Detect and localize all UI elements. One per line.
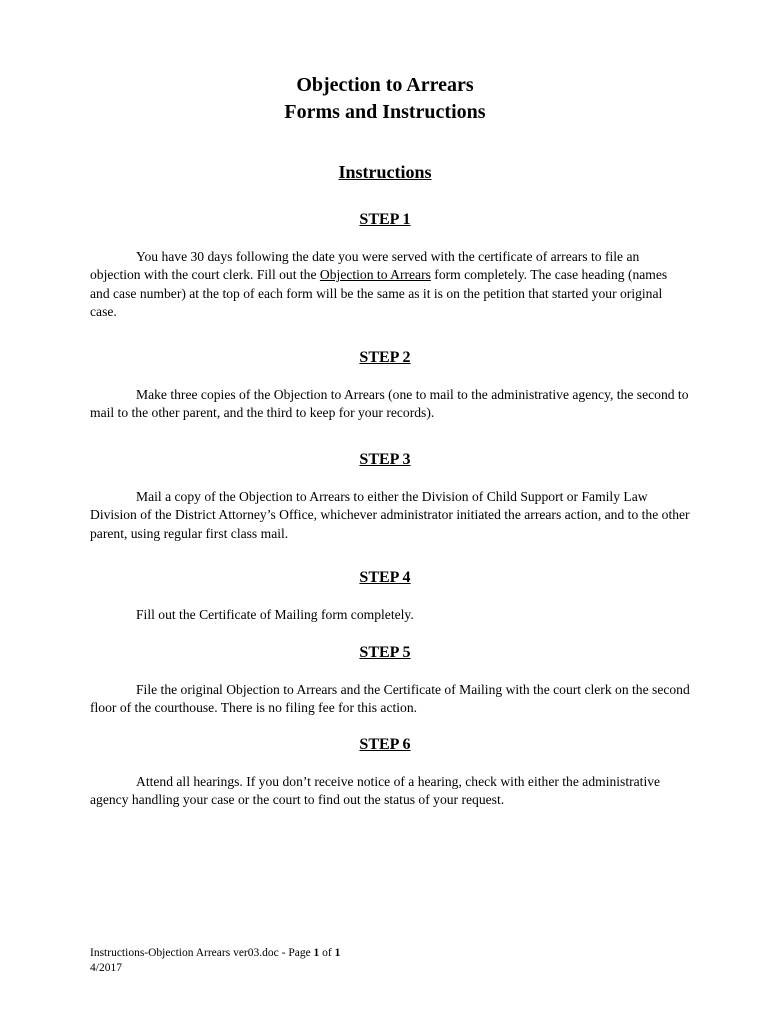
step-4-heading: STEP 4 — [359, 569, 411, 586]
step-1-text-after: form completely. The case heading (names and case number) at the top of each form will be the same as it is on the petition that started your original case. — [90, 267, 668, 319]
footer-date: 4/2017 — [90, 962, 122, 974]
objection-to-arrears-form-name: Objection to Arrears — [319, 267, 431, 283]
footer-doc-line — [90, 946, 340, 961]
page-footer — [90, 946, 340, 976]
step-2-text: Make three copies of the Objection to Arrears (one to mail to the administrative agency, the second to mail to the other parent, and the third to keep for your records). — [90, 387, 689, 421]
step-3-text: Mail a copy of the Objection to Arrears to either the Division of Child Support or Family Law Division of the District Attorney’s Office, whichever administrator initiated the arrears action, and to the other parent, using regular first class mail. — [90, 489, 690, 541]
step-1-text-before: You have 30 days following the date you were served with the certificate of arrears to file an objection with the court clerk. Fill out the — [90, 249, 640, 283]
step-5-heading: STEP 5 — [359, 644, 411, 661]
step-6-heading: STEP 6 — [359, 736, 411, 753]
step-6-text: Attend all hearings. If you don’t receive notice of a hearing, check with either the administrative agency handling your case or the court to find out the status of your request. — [90, 774, 661, 808]
footer-page-total: 1 — [334, 947, 341, 959]
step-1-text — [90, 248, 690, 321]
footer-doc-name: Instructions-Objection Arrears ver03.doc - Page — [90, 947, 314, 959]
step-3-heading: STEP 3 — [359, 451, 411, 468]
step-2-heading: STEP 2 — [359, 349, 411, 366]
footer-page-of: of — [319, 947, 335, 959]
step-5-text: File the original Objection to Arrears and the Certificate of Mailing with the court clerk on the second floor of the courthouse. There is no filing fee for this action. — [90, 682, 690, 716]
document-title — [0, 72, 770, 126]
step-1-heading: STEP 1 — [359, 211, 411, 228]
step-4-text: Fill out the Certificate of Mailing form completely. — [136, 607, 414, 622]
title-line-1: Objection to Arrears — [296, 74, 474, 96]
footer-page-current: 1 — [313, 947, 320, 959]
title-line-2: Forms and Instructions — [284, 101, 486, 123]
instructions-heading: Instructions — [338, 162, 432, 182]
